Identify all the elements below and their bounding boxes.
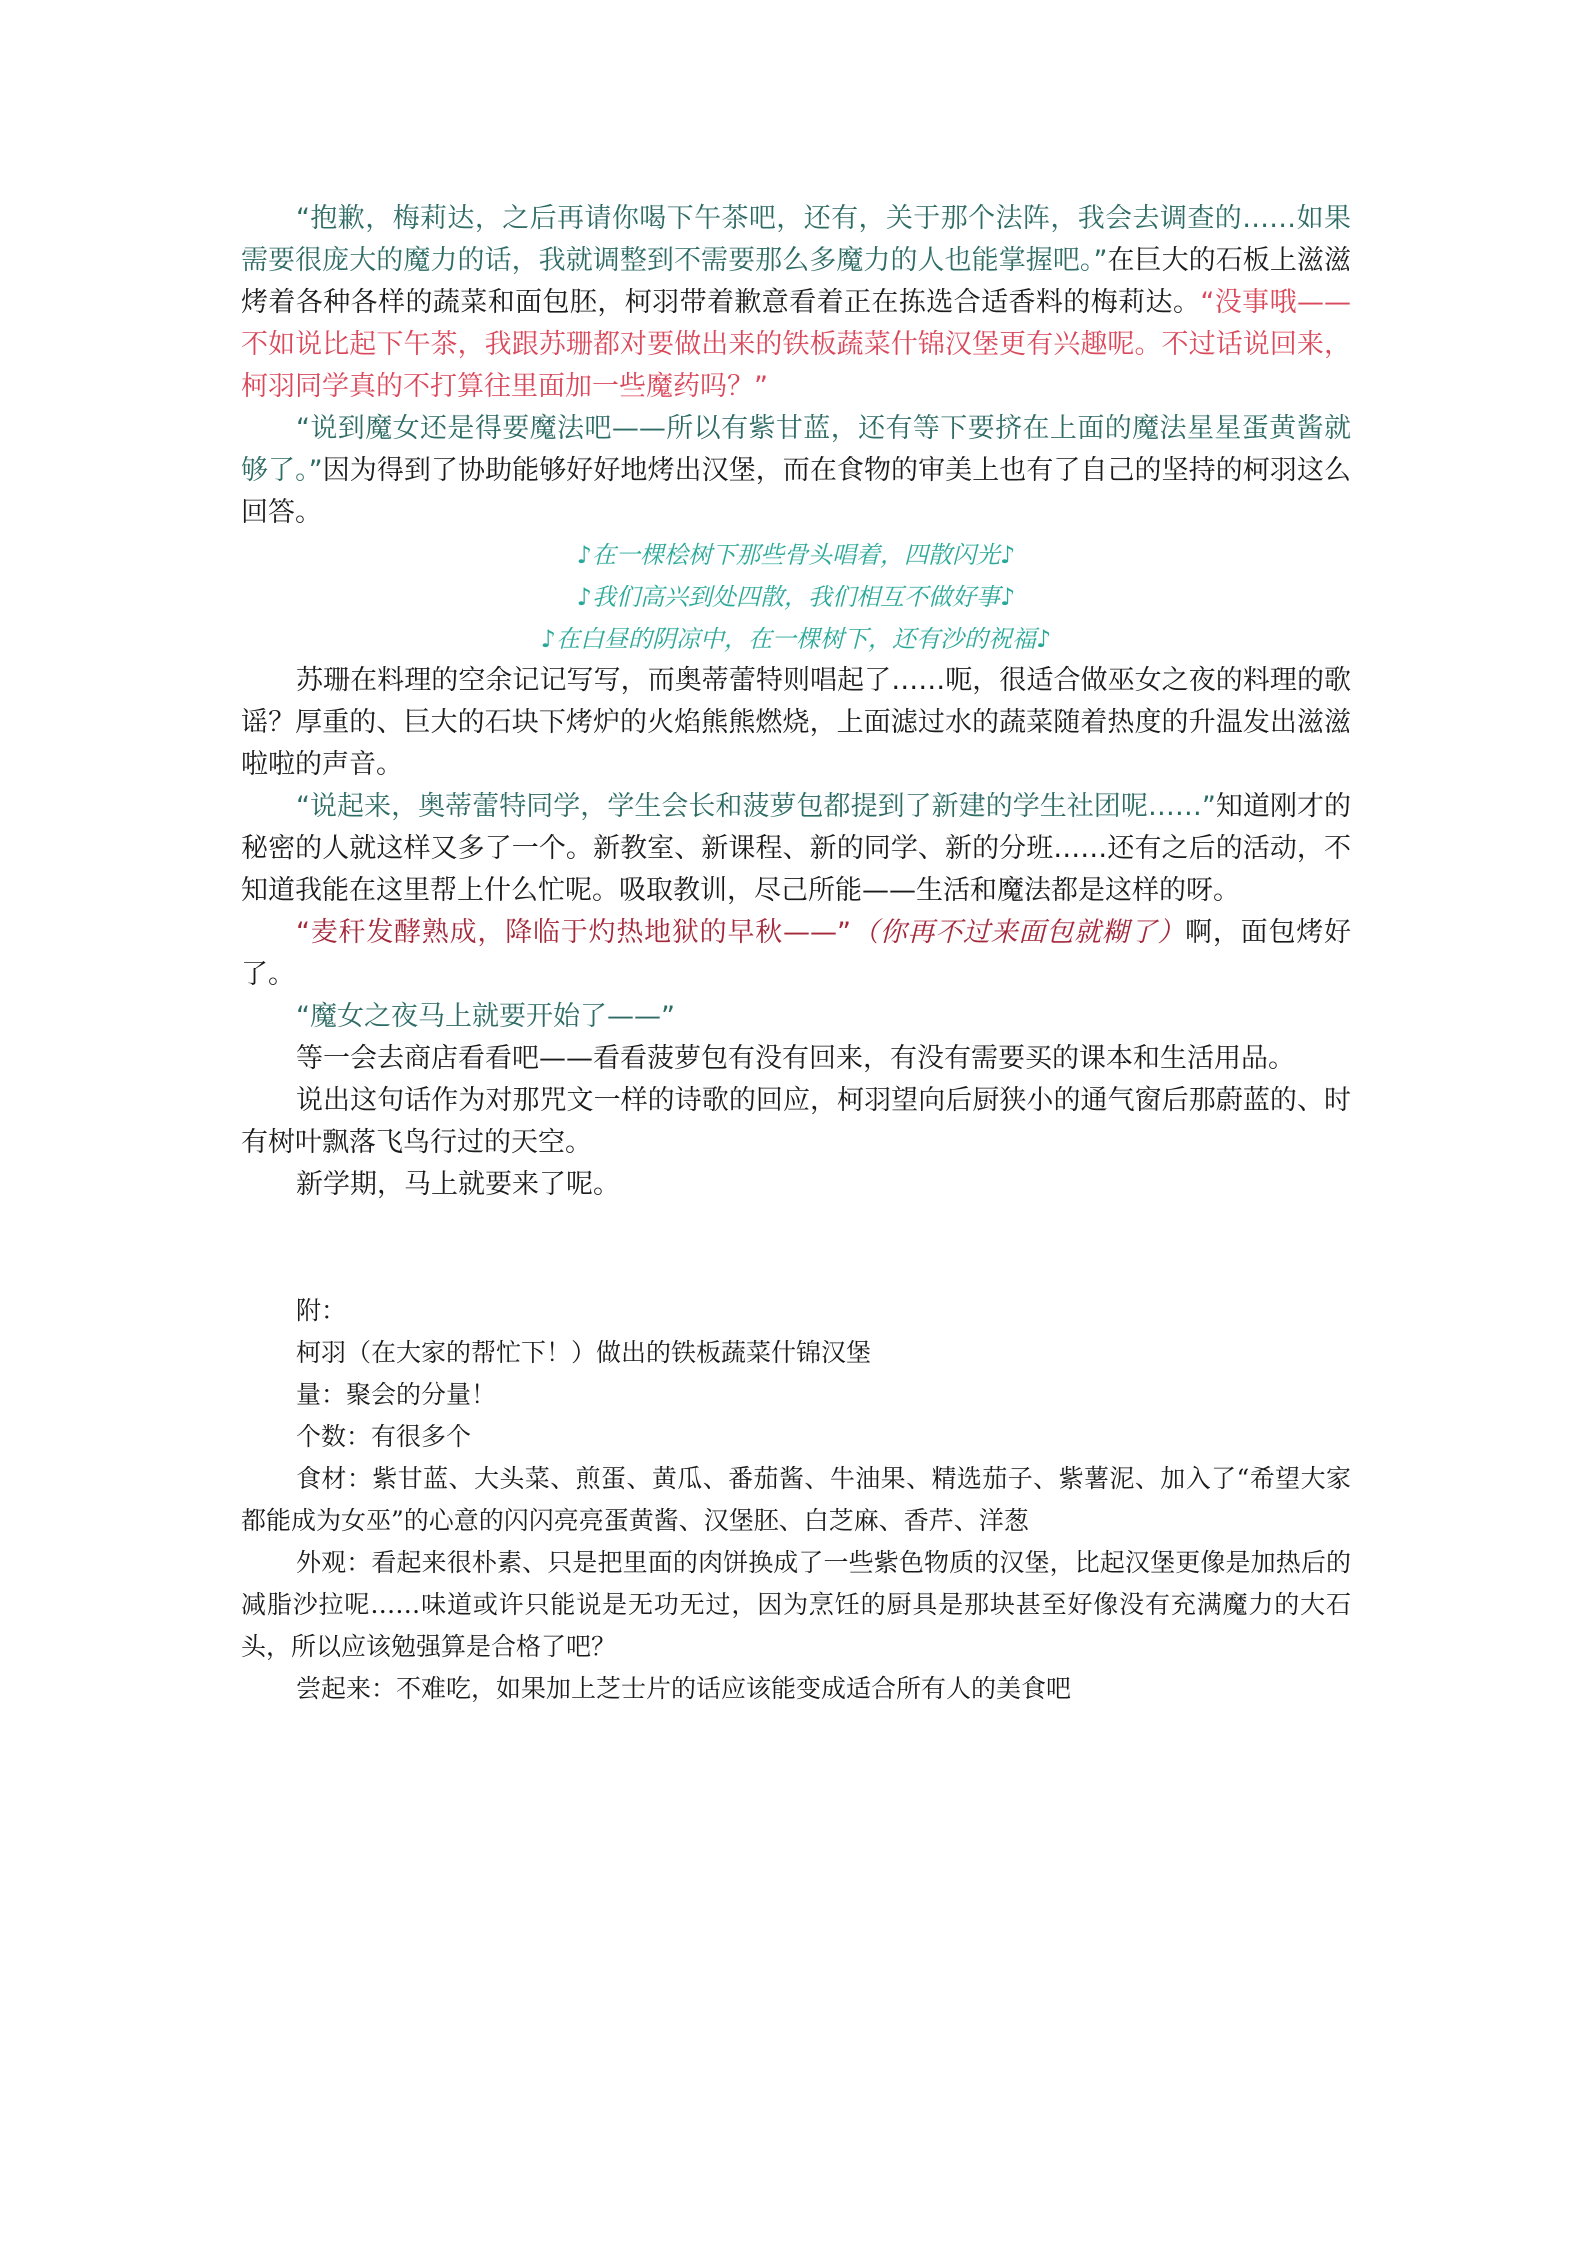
appendix-taste: 尝起来：不难吃，如果加上芝士片的话应该能变成适合所有人的美食吧 (296, 1674, 1072, 1703)
narration-kohane-answer: 因为得到了协助能够好好地烤出汉堡，而在食物的审美上也有了自己的坚持的柯羽这么回答。 (241, 455, 1351, 528)
appendix-ingredients: 食材：紫甘蓝、大头菜、煎蛋、黄瓜、番茄酱、牛油果、精选茄子、紫薯泥、加入了“希望大家都能成为女巫”的心意的闪闪亮亮蛋黄酱、汉堡胚、白芝麻、香芹、洋葱 (241, 1464, 1351, 1535)
appendix-amount: 量：聚会的分量！ (296, 1380, 497, 1409)
dialogue-kohane-apology: “抱歉，梅莉达，之后再请你喝下午茶吧，还有，关于那个法阵，我会去调查的……如果需要很庞大的魔力的话，我就调整到不需要那么多魔力的人也能掌握吧。” (241, 203, 1351, 276)
chant-text: “麦秆发酵熟成，降临于灼热地狱的早秋——” (296, 917, 851, 948)
dialogue-student-club: “说起来，奥蒂蕾特同学，学生会长和菠萝包都提到了新建的学生社团呢……” (296, 791, 1216, 822)
paragraph-4 (241, 786, 1351, 912)
appendix-title: 柯羽（在大家的帮忙下！）做出的铁板蔬菜什锦汉堡 (296, 1338, 872, 1367)
paragraph-6 (241, 996, 1351, 1038)
song-line: ♪在白昼的阴凉中，在一棵树下，还有沙的祝福♪ (540, 625, 1052, 653)
paragraph-3 (241, 660, 1351, 786)
song-line: ♪我们高兴到处四散，我们相互不做好事♪ (576, 583, 1016, 611)
song-lyrics (241, 534, 1351, 660)
song-line: ♪在一棵桧树下那些骨头唱着，四散闪光♪ (576, 541, 1016, 569)
narration-secret: 知道刚才的秘密的人就这样又多了一个。新教室、新课程、新的同学、新的分班……还有之后的活动，不知道我能在这里帮上什么忙呢。吸取教训，尽己所能——生活和魔法都是这样的呀。 (241, 791, 1351, 906)
paragraph-9: 新学期，马上就要来了呢。 (296, 1169, 620, 1200)
narration-singing: 苏珊在料理的空余记记写写，而奥蒂蕾特则唱起了……呃，很适合做巫女之夜的料理的歌谣？厚重的、巨大的石块下烤炉的火焰熊熊燃烧，上面滤过水的蔬菜随着热度的升温发出滋滋啦啦的声音。 (241, 665, 1351, 780)
appendix-count: 个数：有很多个 (296, 1422, 472, 1451)
aside-text: （你再不过来面包就糊了） (850, 917, 1186, 948)
dialogue-witch-night: “魔女之夜马上就要开始了——” (296, 1001, 675, 1032)
paragraph-7: 等一会去商店看看吧——看看菠萝包有没有回来，有没有需要买的课本和生活用品。 (296, 1043, 1295, 1074)
spacer (241, 1206, 1351, 1290)
appendix-appearance: 外观：看起来很朴素、只是把里面的肉饼换成了一些紫色物质的汉堡，比起汉堡更像是加热后的减脂沙拉呢……味道或许只能说是无功无过，因为烹饪的厨具是那块甚至好像没有充满魔力的大石头，所以应该勉强算是合格了吧？ (241, 1548, 1351, 1661)
paragraph-8: 说出这句话作为对那咒文一样的诗歌的回应，柯羽望向后厨狭小的通气窗后那蔚蓝的、时有树叶飘落飞鸟行过的天空。 (241, 1085, 1351, 1158)
paragraph-2 (241, 408, 1351, 534)
appendix-label: 附： (296, 1296, 347, 1325)
narration-bread-done: 啊，面包烤好了。 (241, 917, 1352, 990)
document-page (241, 198, 1351, 1710)
paragraph-1 (241, 198, 1351, 408)
paragraph-5 (241, 912, 1351, 996)
narration-stone-slab: 在巨大的石板上滋滋烤着各种各样的蔬菜和面包胚，柯羽带着歉意看着正在拣选合适香料的梅莉达。 (241, 245, 1351, 318)
dialogue-merida-reply: “没事哦——不如说比起下午茶，我跟苏珊都对要做出来的铁板蔬菜什锦汉堡更有兴趣呢。不过话说回来，柯羽同学真的不打算往里面加一些魔药吗？” (241, 287, 1351, 402)
dialogue-kohane-magic: “说到魔女还是得要魔法吧——所以有紫甘蓝，还有等下要挤在上面的魔法星星蛋黄酱就够了。” (241, 413, 1351, 486)
appendix (241, 1290, 1351, 1710)
